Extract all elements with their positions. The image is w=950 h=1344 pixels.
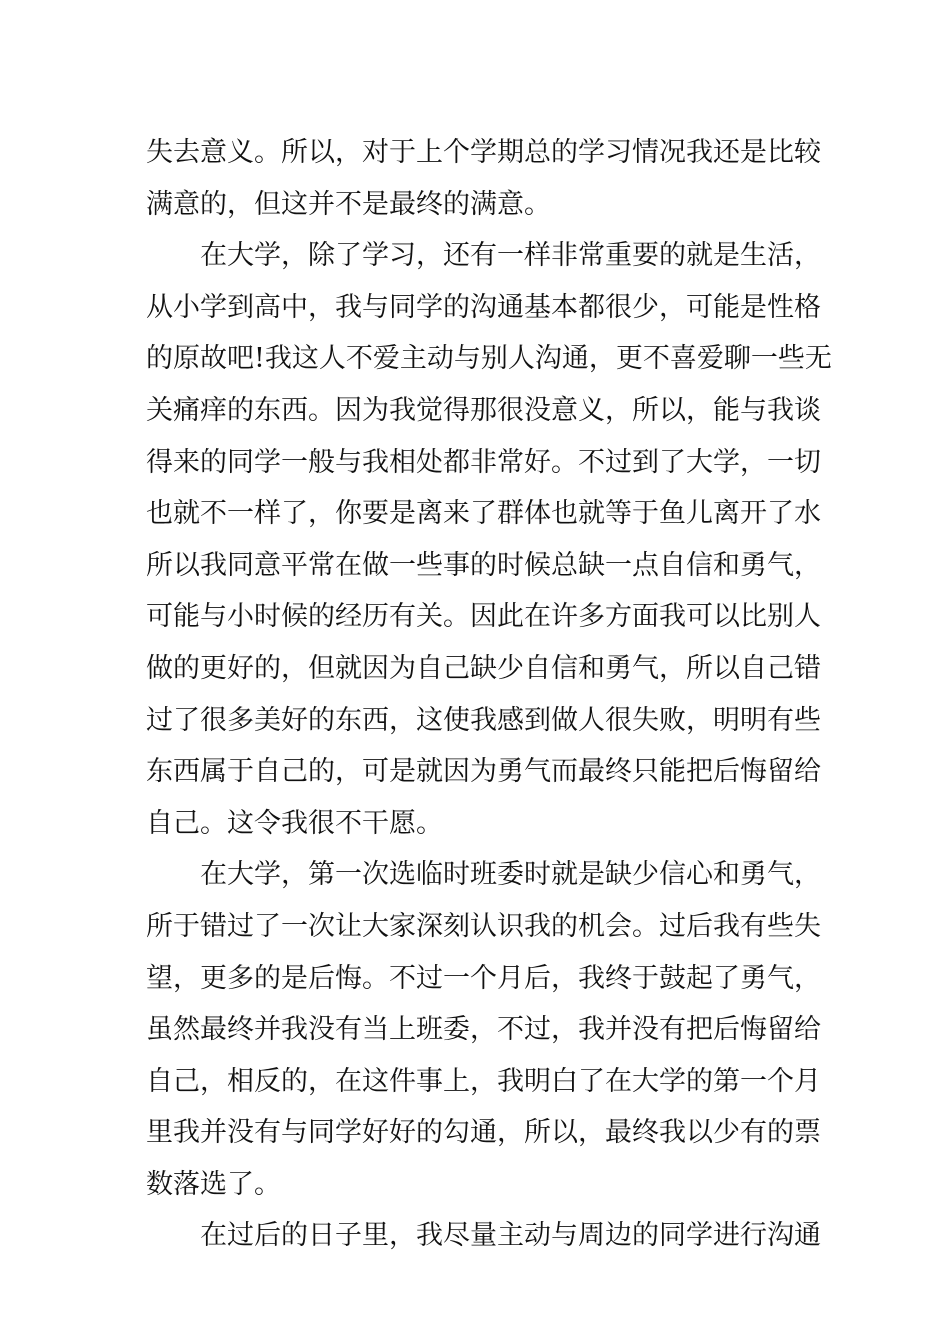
text-line: 东西属于自己的，可是就因为勇气而最终只能把后悔留给 (146, 756, 821, 788)
text-line: 得来的同学一般与我相处都非常好。不过到了大学，一切 (146, 446, 821, 478)
text-line: 自己。这令我很不干愿。 (146, 807, 443, 839)
paragraph (146, 1210, 821, 1262)
text-line: 可能与小时候的经历有关。因此在许多方面我可以比别人 (146, 601, 821, 633)
text-line: 做的更好的，但就因为自己缺少自信和勇气，所以自己错 (146, 652, 821, 684)
text-line: 所以我同意平常在做一些事的时候总缺一点自信和勇气， (146, 549, 821, 581)
text-line: 也就不一样了，你要是离来了群体也就等于鱼儿离开了水 (146, 498, 821, 530)
text-line: 自己，相反的，在这件事上，我明白了在大学的第一个月 (146, 1065, 821, 1097)
text-line: 在大学，除了学习，还有一样非常重要的就是生活， (200, 240, 821, 272)
paragraph (146, 230, 832, 849)
document-body (146, 127, 832, 1262)
text-line: 里我并没有与同学好好的勾通，所以，最终我以少有的票 (146, 1117, 821, 1149)
text-line: 过了很多美好的东西，这使我感到做人很失败，明明有些 (146, 704, 821, 736)
text-line: 从小学到高中，我与同学的沟通基本都很少，可能是性格 (146, 291, 821, 323)
text-line: 满意的，但这并不是最终的满意。 (146, 188, 551, 220)
text-line: 望，更多的是后悔。不过一个月后，我终于鼓起了勇气， (146, 962, 821, 994)
text-line: 虽然最终并我没有当上班委，不过，我并没有把后悔留给 (146, 1014, 821, 1046)
text-line: 数落选了。 (146, 1168, 281, 1200)
paragraph (146, 849, 821, 1210)
text-line: 的原故吧!我这人不爱主动与别人沟通，更不喜爱聊一些无 (146, 343, 832, 375)
text-line: 在大学，第一次选临时班委时就是缺少信心和勇气， (200, 859, 821, 891)
text-line: 在过后的日子里，我尽量主动与周边的同学进行沟通 (200, 1220, 821, 1252)
text-line: 关痛痒的东西。因为我觉得那很没意义，所以，能与我谈 (146, 394, 821, 426)
paragraph (146, 127, 821, 230)
text-line: 失去意义。所以，对于上个学期总的学习情况我还是比较 (146, 137, 821, 168)
text-line: 所于错过了一次让大家深刻认识我的机会。过后我有些失 (146, 910, 821, 942)
